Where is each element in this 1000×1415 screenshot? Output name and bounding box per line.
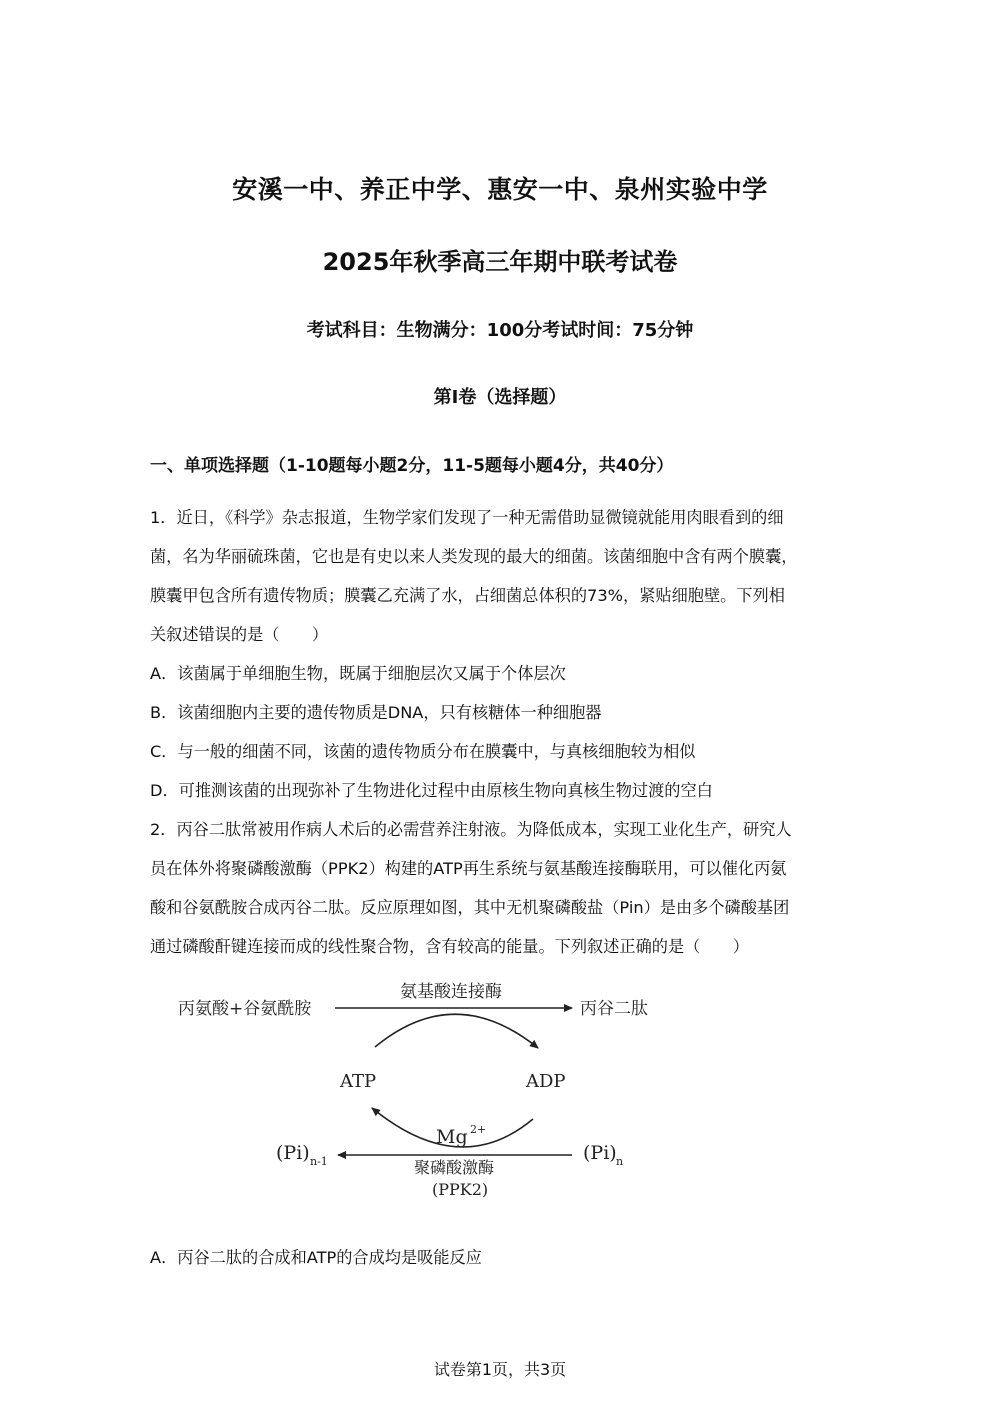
diagram-enzyme-bottom: 聚磷酸激酶: [414, 1158, 495, 1177]
diagram-reactants: 丙氨酸+谷氨酰胺: [178, 999, 312, 1019]
question-1-option-d: D．可推测该菌的出现弥补了生物进化过程中由原核生物向真核生物过渡的空白: [150, 781, 713, 800]
exam-title: 2025年秋季高三年期中联考试卷: [322, 248, 678, 276]
question-1-line-4: 关叙述错误的是（ ）: [150, 625, 329, 644]
question-1-line-3: 膜囊甲包含所有遗传物质；膜囊乙充满了水，占细菌总体积的73%，紧贴细胞壁。下列相: [150, 586, 785, 605]
exam-info: 考试科目：生物满分：100分考试时间：75分钟: [306, 320, 694, 341]
question-1-line-2: 菌，名为华丽硫珠菌，它也是有史以来人类发现的最大的细菌。该菌细胞中含有两个膜囊，: [150, 547, 798, 566]
question-2-line-3: 酸和谷氨酰胺合成丙谷二肽。反应原理如图，其中无机聚磷酸盐（Pin）是由多个磷酸基团: [150, 898, 790, 917]
diagram-product: 丙谷二肽: [580, 999, 648, 1019]
volume-title: 第I卷（选择题）: [433, 387, 567, 408]
diagram-atp: ATP: [340, 1071, 377, 1092]
question-2-line-1: 2．丙谷二肽常被用作病人术后的必需营养注射液。为降低成本，实现工业化生产，研究人: [150, 820, 792, 839]
question-2-line-2: 员在体外将聚磷酸激酶（PPK2）构建的ATP再生系统与氨基酸连接酶联用，可以催化丙氨: [150, 859, 787, 878]
question-2-line-4: 通过磷酸酐键连接而成的线性聚合物，含有较高的能量。下列叙述正确的是（ ）: [150, 937, 749, 956]
question-1-line-1: 1．近日，《科学》杂志报道，生物学家们发现了一种无需借助显微镜就能用肉眼看到的细: [150, 508, 784, 527]
question-2-option-a: A．丙谷二肽的合成和ATP的合成均是吸能反应: [150, 1248, 482, 1267]
diagram-mg-charge: 2+: [470, 1123, 487, 1136]
atp-to-adp-arc: [375, 1014, 538, 1048]
diagram-pi-right-sub: n: [616, 1155, 624, 1168]
section-heading: 一、单项选择题（1-10题每小题2分，11-5题每小题4分，共40分）: [150, 456, 674, 476]
diagram-enzyme-top: 氨基酸连接酶: [400, 982, 502, 1002]
question-1-option-b: B．该菌细胞内主要的遗传物质是DNA，只有核糖体一种细胞器: [150, 703, 602, 722]
diagram-enzyme-bottom-abbr: (PPK2): [432, 1180, 489, 1199]
diagram-pi-right: (Pi): [583, 1142, 617, 1164]
reaction-diagram: [170, 975, 690, 1205]
diagram-adp: ADP: [526, 1071, 566, 1092]
question-1-option-a: A．该菌属于单细胞生物，既属于细胞层次又属于个体层次: [150, 664, 566, 683]
schools-title: 安溪一中、养正中学、惠安一中、泉州实验中学: [232, 175, 768, 204]
diagram-mg: Mg: [436, 1126, 468, 1148]
diagram-pi-left: (Pi): [276, 1142, 310, 1164]
diagram-pi-left-sub: n-1: [310, 1155, 328, 1168]
page-footer: 试卷第1页，共3页: [433, 1360, 567, 1379]
question-1-option-c: C．与一般的细菌不同，该菌的遗传物质分布在膜囊中，与真核细胞较为相似: [150, 742, 696, 761]
